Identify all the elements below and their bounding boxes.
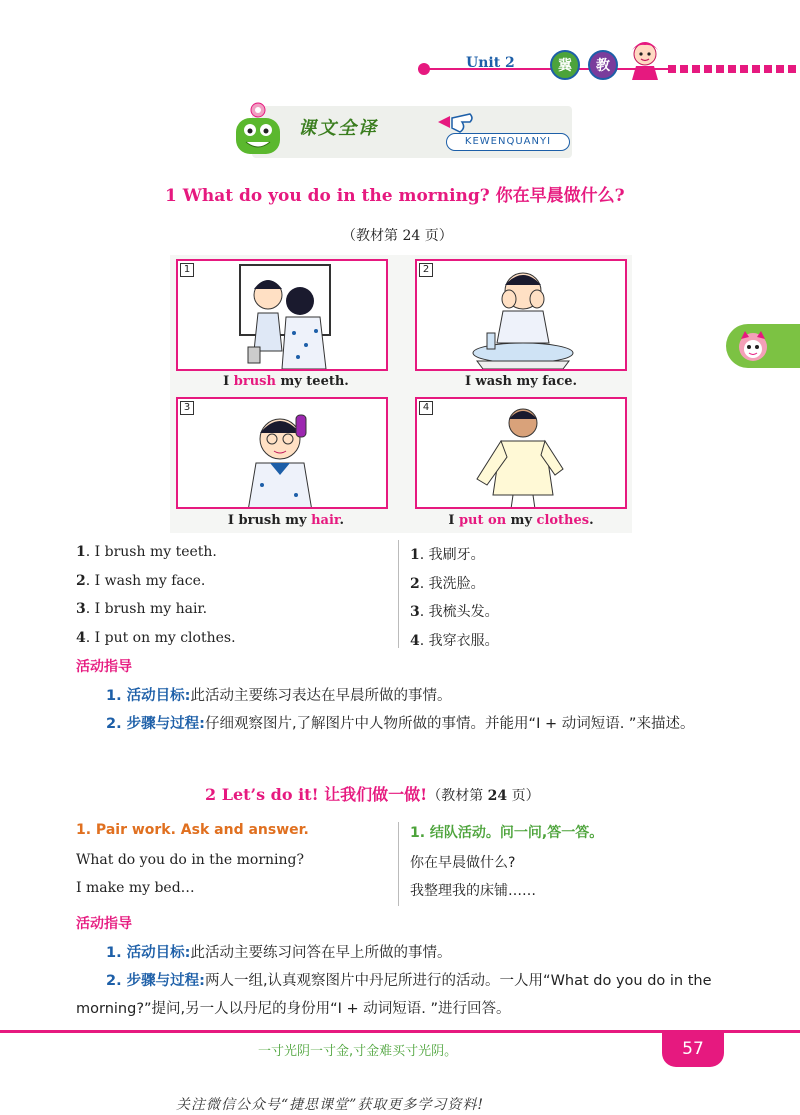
footer-motto: 一寸光阴一寸金,寸金难买寸光阴。 <box>258 1044 458 1059</box>
panel-number: 1 <box>180 263 194 277</box>
caption-3: I brush my hair. <box>227 513 345 528</box>
section-2-ref: （教材第 24 页） <box>427 788 540 804</box>
chinese-translation-list <box>410 544 499 658</box>
header-stripes <box>668 65 800 73</box>
dialog-question-zh: 你在早晨做什么? <box>410 855 516 871</box>
pair-work-title-zh: 1. 结队活动。问一问,答一答。 <box>410 825 604 841</box>
picture-panel-2 <box>415 259 627 371</box>
boy-putting-on-clothes-illustration <box>417 399 627 509</box>
badge-ji: 冀 <box>550 50 580 80</box>
panel-number: 2 <box>419 263 433 277</box>
list-item: 3. I brush my hair. <box>76 601 208 617</box>
list-item: 3. 我梳头发。 <box>410 604 499 620</box>
banner-subtitle: KEWENQUANYI <box>446 133 570 151</box>
english-sentence-list <box>76 544 236 658</box>
list-item: 2. I wash my face. <box>76 572 206 589</box>
section-banner <box>228 100 578 162</box>
guide-steps: 2. 步骤与过程:仔细观察图片,了解图片中人物所做的事情。并能用“I + 动词短语. ”来描述。 <box>106 716 695 732</box>
boy-brushing-teeth-illustration <box>178 261 388 371</box>
watermark-text: 关注微信公众号“捷思课堂”获取更多学习资料! <box>176 1097 484 1113</box>
panel-number: 4 <box>419 401 433 415</box>
dialog-answer-zh: 我整理我的床铺…… <box>410 883 536 899</box>
cartoon-face-icon <box>736 329 770 363</box>
list-item: 4. 我穿衣服。 <box>410 632 499 649</box>
mascot-girl-icon <box>622 36 668 82</box>
caption-2: I wash my face. <box>464 374 578 389</box>
section-1-title: 1 What do you do in the morning? 你在早晨做什么? <box>165 186 625 206</box>
list-item: 1. I brush my teeth. <box>76 544 217 560</box>
guide-goal: 1. 活动目标:此活动主要练习表达在早晨所做的事情。 <box>106 688 452 704</box>
dialog-answer: I make my bed… <box>76 880 195 896</box>
caption-4: I put on my clothes. <box>448 513 594 528</box>
picture-panel-3 <box>176 397 388 509</box>
badge-jiao: 教 <box>588 50 618 80</box>
list-item: 2. 我洗脸。 <box>410 575 485 592</box>
guide-goal: 1. 活动目标:此活动主要练习问答在早上所做的事情。 <box>106 945 452 961</box>
picture-grid <box>170 255 632 533</box>
section-2-title: 2 Let’s do it! 让我们做一做!（教材第 24 页） <box>205 785 540 804</box>
list-item: 1. 我刷牙。 <box>410 547 485 563</box>
picture-panel-1 <box>176 259 388 371</box>
pair-work-title: 1. Pair work. Ask and answer. <box>76 822 309 838</box>
column-divider <box>398 822 399 906</box>
unit-label: Unit 2 <box>466 55 515 71</box>
picture-panel-4 <box>415 397 627 509</box>
page-number: 57 <box>662 1033 724 1067</box>
activity-guide-heading: 活动指导 <box>76 659 132 675</box>
dialog-question: What do you do in the morning? <box>76 852 305 868</box>
caption-1: I brush my teeth. <box>223 374 349 389</box>
boy-brushing-hair-illustration <box>178 399 388 509</box>
pointing-hand-icon <box>436 108 476 136</box>
side-tab <box>726 324 800 368</box>
panel-number: 3 <box>180 401 194 415</box>
banner-title: 课文全译 <box>298 118 378 139</box>
column-divider <box>398 540 399 648</box>
green-monster-icon <box>228 100 288 162</box>
activity-guide-heading: 活动指导 <box>76 916 132 932</box>
list-item: 4. I put on my clothes. <box>76 629 236 646</box>
boy-washing-face-illustration <box>417 261 627 371</box>
guide-steps: 2. 步骤与过程:两人一组,认真观察图片中丹尼所进行的活动。一人用“What do you do in the morning?”提问,另一人以丹尼的身份用“I + 动词短语. ”进行回答。 <box>76 973 712 1017</box>
textbook-ref: （教材第 24 页） <box>342 228 453 244</box>
